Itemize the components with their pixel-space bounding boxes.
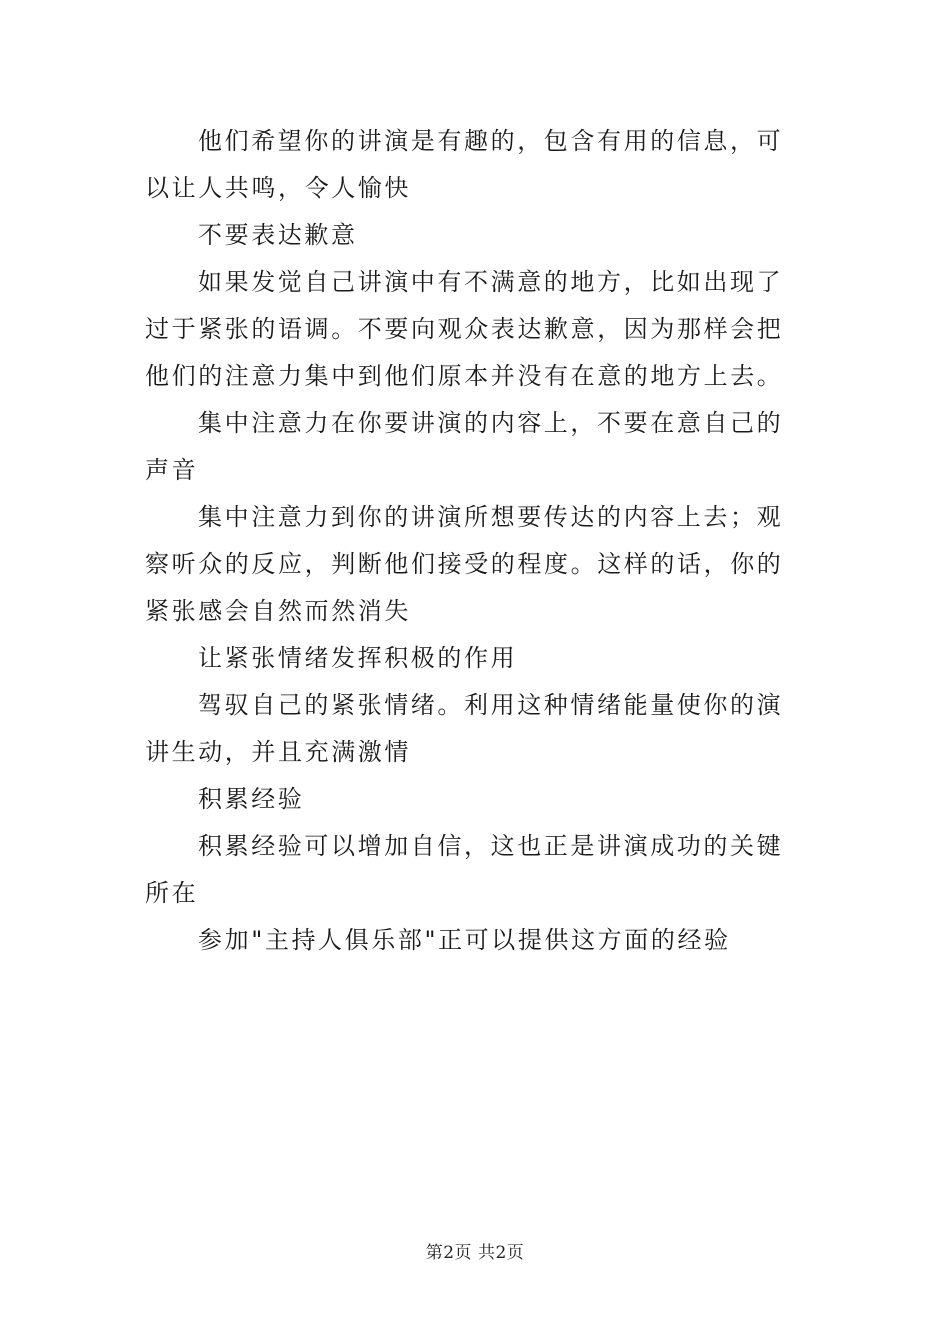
paragraph: 集中注意力到你的讲演所想要传达的内容上去；观察听众的反应，判断他们接受的程度。这样的话，你的紧张感会自然而然消失 xyxy=(145,503,784,625)
section-heading: 不要表达歉意 xyxy=(198,221,358,249)
document-body xyxy=(145,118,809,964)
section-heading: 积累经验 xyxy=(198,785,305,813)
page-footer xyxy=(0,1241,950,1265)
paragraph: 如果发觉自己讲演中有不满意的地方，比如出现了过于紧张的语调。不要向观众表达歉意，因为那样会把他们的注意力集中到他们原本并没有在意的地方上去。 xyxy=(145,268,784,390)
section-heading: 让紧张情绪发挥积极的作用 xyxy=(198,644,518,672)
section-heading: 集中注意力在你要讲演的内容上，不要在意自己的声音 xyxy=(145,409,784,484)
paragraph: 积累经验可以增加自信，这也正是讲演成功的关键所在 xyxy=(145,832,784,907)
paragraph: 驾驭自己的紧张情绪。利用这种情绪能量使你的演讲生动，并且充满激情 xyxy=(145,691,784,766)
page-number-label: 第2页 共2页 xyxy=(425,1243,525,1263)
paragraph: 参加"主持人俱乐部"正可以提供这方面的经验 xyxy=(198,926,731,954)
paragraph: 他们希望你的讲演是有趣的，包含有用的信息，可以让人共鸣，令人愉快 xyxy=(145,127,784,202)
